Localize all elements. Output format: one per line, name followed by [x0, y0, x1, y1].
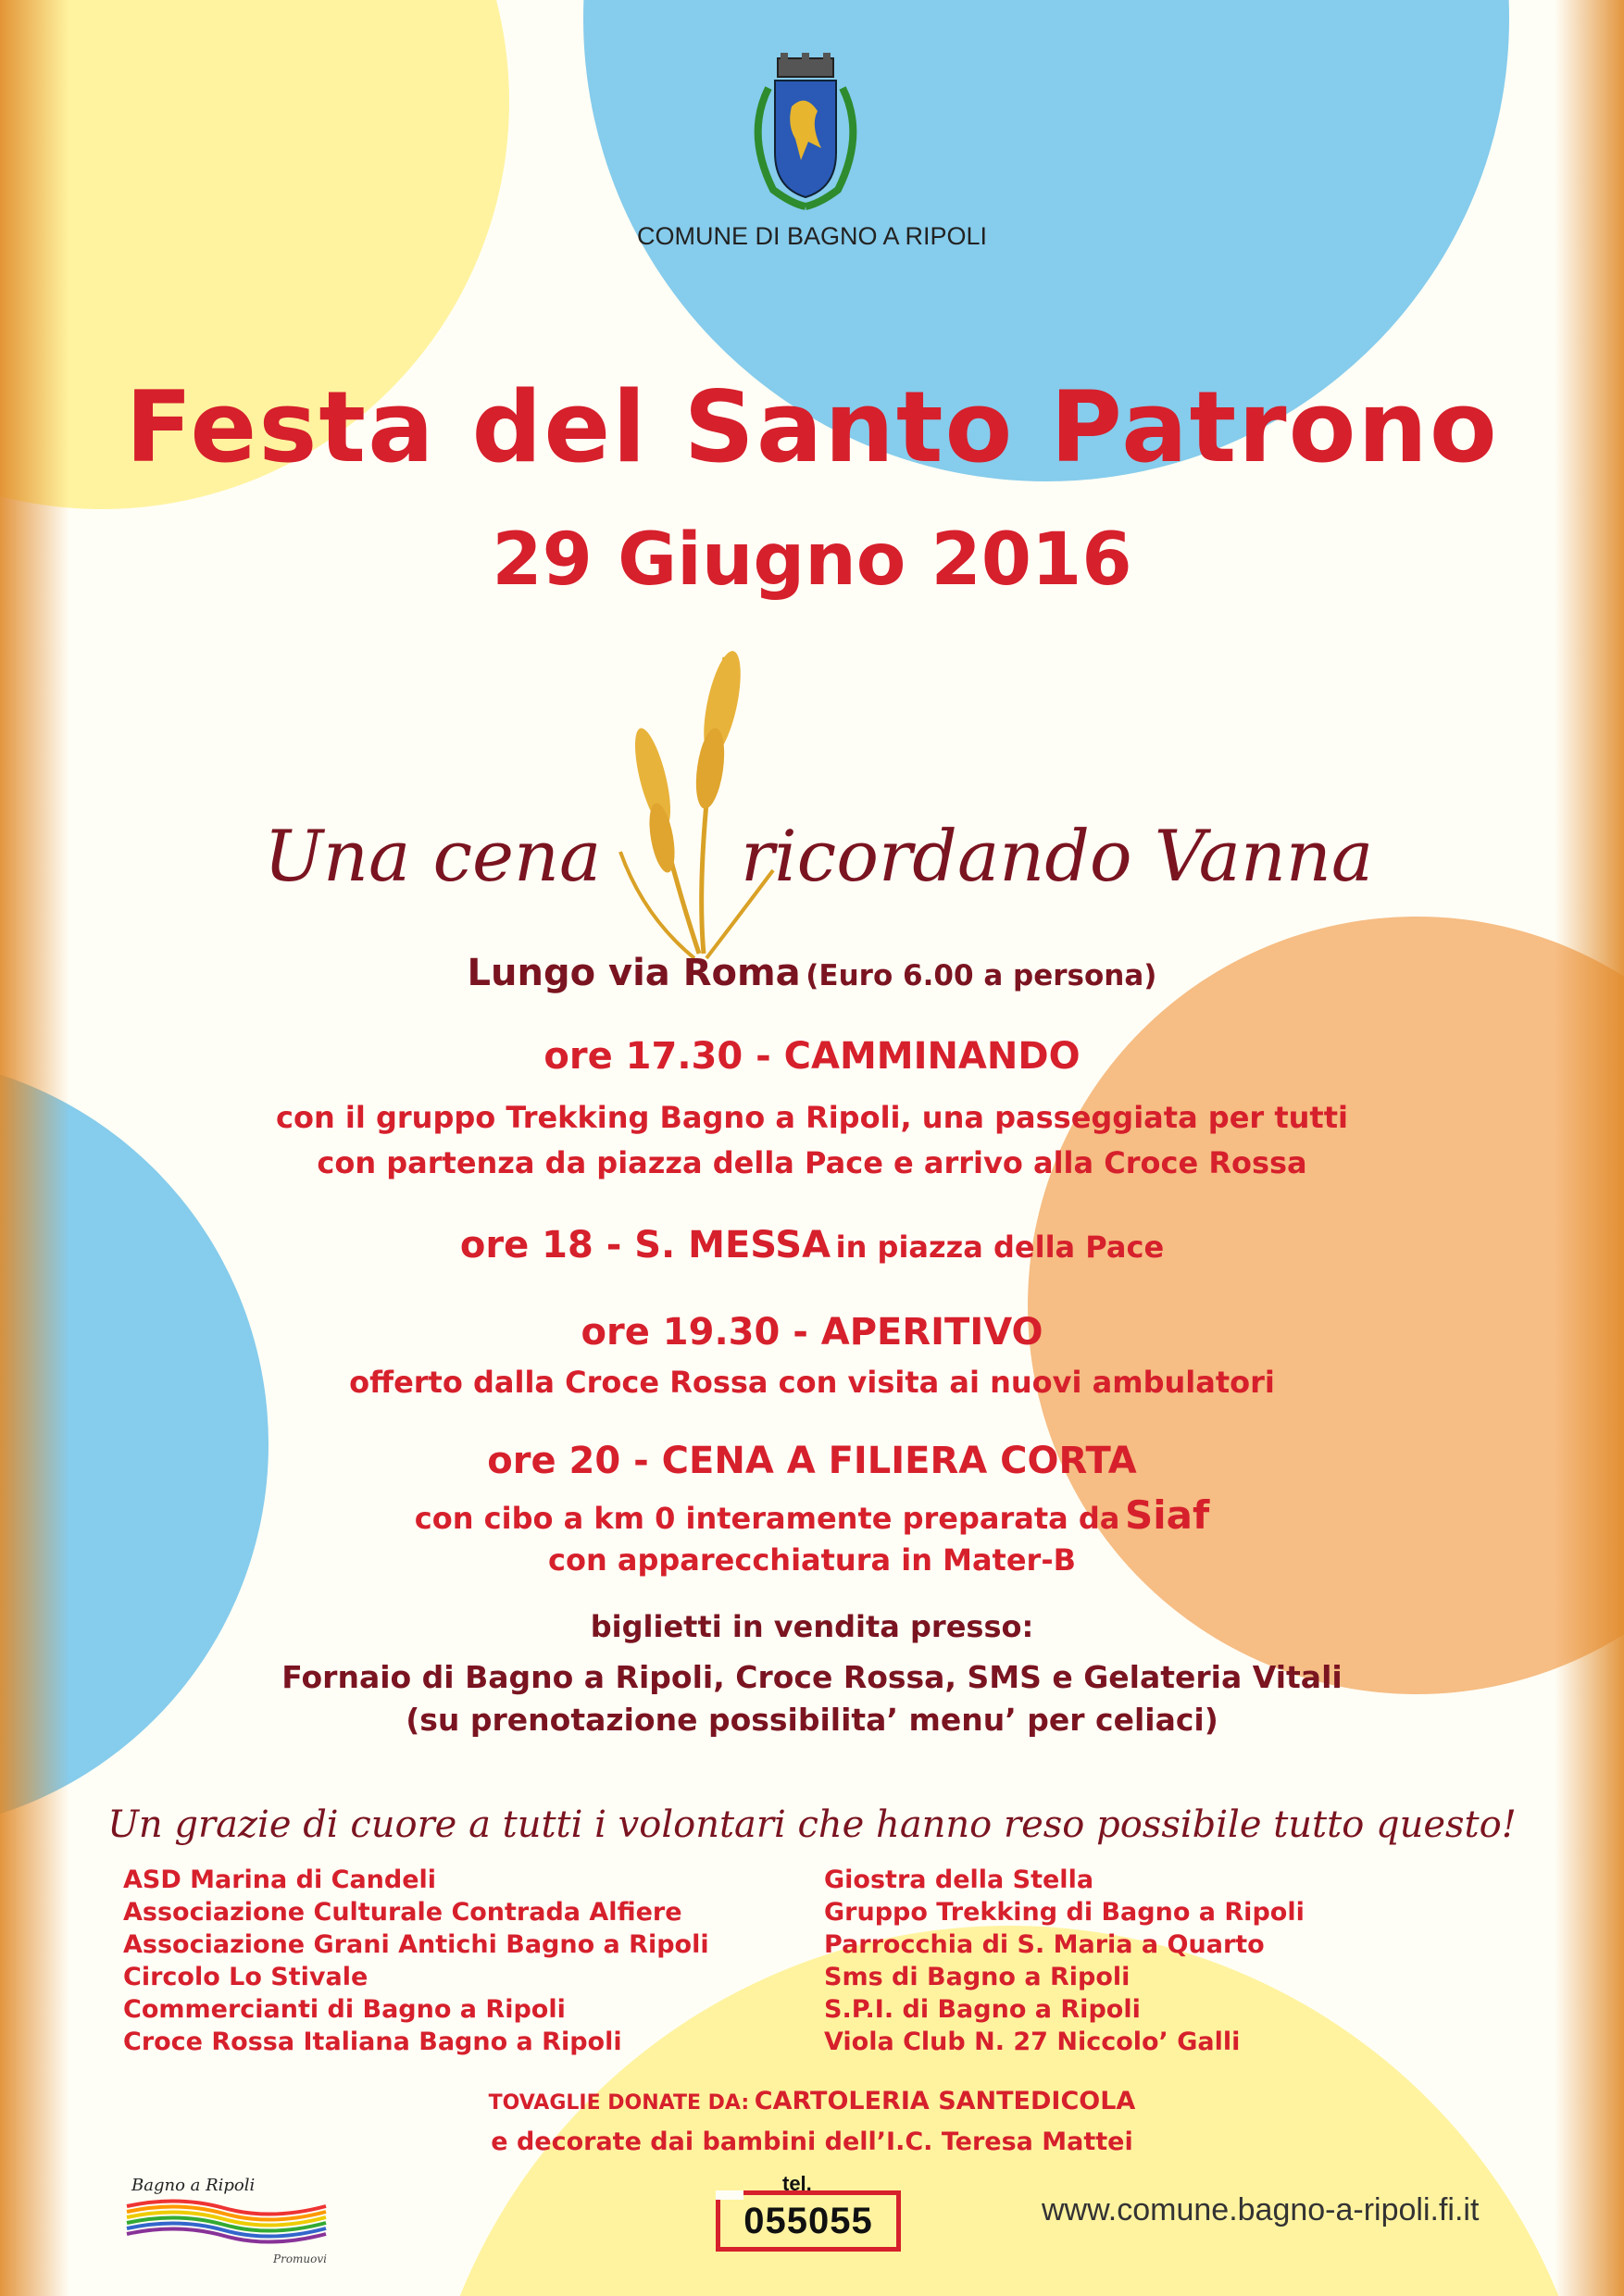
- tel-label: tel.: [782, 2172, 812, 2195]
- event-4-line-1: [0, 1492, 1624, 1538]
- sponsor-item: Sms di Bagno a Ripoli: [824, 1963, 1131, 1991]
- event-2-line: [0, 1224, 1624, 1267]
- sponsor-item: Associazione Grani Antichi Bagno a Ripoli: [123, 1930, 709, 1959]
- tablecloths-line: [0, 2087, 1624, 2115]
- sponsor-item: Commercianti di Bagno a Ripoli: [123, 1995, 566, 2024]
- rainbow-waves-icon: [122, 2195, 331, 2246]
- tel-number: 055055: [743, 2201, 873, 2241]
- sponsors-left-list: [123, 1864, 709, 2058]
- tablecloths-donor: CARTOLERIA SANTEDICOLA: [754, 2087, 1136, 2115]
- tickets-note: (su prenotazione possibilita’ menu’ per celiaci): [406, 1702, 1218, 1738]
- tablecloths-label: TOVAGLIE DONATE DA:: [488, 2091, 750, 2115]
- wheat-icon: [606, 639, 782, 963]
- event-4-heading: ore 20 - CENA A FILIERA CORTA: [487, 1440, 1137, 1482]
- event-1-heading: ore 17.30 - CAMMINANDO: [543, 1035, 1081, 1078]
- municipality-name: COMUNE DI BAGNO A RIPOLI: [636, 222, 988, 250]
- event-1-line-2: con partenza da piazza della Pace e arrivo alla Croce Rossa: [317, 1145, 1307, 1180]
- thanks-line: Un grazie di cuore a tutti i volontari che hanno reso possibile tutto questo!: [107, 1803, 1517, 1846]
- sponsor-item: Croce Rossa Italiana Bagno a Ripoli: [123, 2028, 622, 2056]
- event-1-line-1: con il gruppo Trekking Bagno a Ripoli, una passeggiata per tutti: [276, 1100, 1348, 1135]
- coat-of-arms-icon: [736, 51, 875, 213]
- location-line: [0, 952, 1624, 994]
- event-3-line-1: offerto dalla Croce Rossa con visita ai nuovi ambulatori: [349, 1365, 1275, 1400]
- website-link[interactable]: www.comune.bagno-a-ripoli.fi.it: [1042, 2192, 1480, 2227]
- sponsor-item: Viola Club N. 27 Niccolo’ Galli: [824, 2028, 1241, 2056]
- event-4-line-1-text: con cibo a km 0 interamente preparata da: [414, 1501, 1120, 1536]
- logo-subtext: Promuovi: [273, 2252, 327, 2265]
- siaf-brand: Siaf: [1124, 1492, 1210, 1538]
- sponsor-item: ASD Marina di Candeli: [123, 1866, 437, 1894]
- event-date: 29 Giugno 2016: [492, 518, 1132, 602]
- tickets-label: biglietti in vendita presso:: [590, 1609, 1034, 1644]
- location-price: (Euro 6.00 a persona): [806, 959, 1157, 992]
- tel-box: [716, 2190, 901, 2252]
- event-2-heading: ore 18 - S. MESSA: [459, 1224, 831, 1267]
- bagno-a-ripoli-logo: [122, 2176, 331, 2264]
- subtitle-right: ricordando Vanna: [741, 815, 1374, 897]
- sponsors-right-list: [824, 1864, 1305, 2058]
- sponsor-item: Circolo Lo Stivale: [123, 1963, 369, 1991]
- subtitle-left: Una cena: [264, 815, 602, 897]
- tablecloths-line-2: e decorate dai bambini dell’I.C. Teresa Mattei: [491, 2128, 1133, 2156]
- location-main: Lungo via Roma: [467, 952, 801, 994]
- event-2-suffix: in piazza della Pace: [835, 1229, 1165, 1265]
- event-4-line-2: con apparecchiatura in Mater-B: [547, 1542, 1076, 1578]
- logo-text: Bagno a Ripoli: [131, 2176, 256, 2195]
- sponsor-item: Parrocchia di S. Maria a Quarto: [824, 1930, 1265, 1959]
- sponsor-item: S.P.I. di Bagno a Ripoli: [824, 1995, 1141, 2024]
- event-3-heading: ore 19.30 - APERITIVO: [581, 1311, 1043, 1354]
- sponsor-item: Associazione Culturale Contrada Alfiere: [123, 1898, 682, 1927]
- poster-title: Festa del Santo Patrono: [125, 370, 1499, 484]
- sponsor-item: Giostra della Stella: [824, 1866, 1094, 1894]
- tickets-places: Fornaio di Bagno a Ripoli, Croce Rossa, SMS e Gelateria Vitali: [281, 1659, 1343, 1695]
- sponsor-item: Gruppo Trekking di Bagno a Ripoli: [824, 1898, 1305, 1927]
